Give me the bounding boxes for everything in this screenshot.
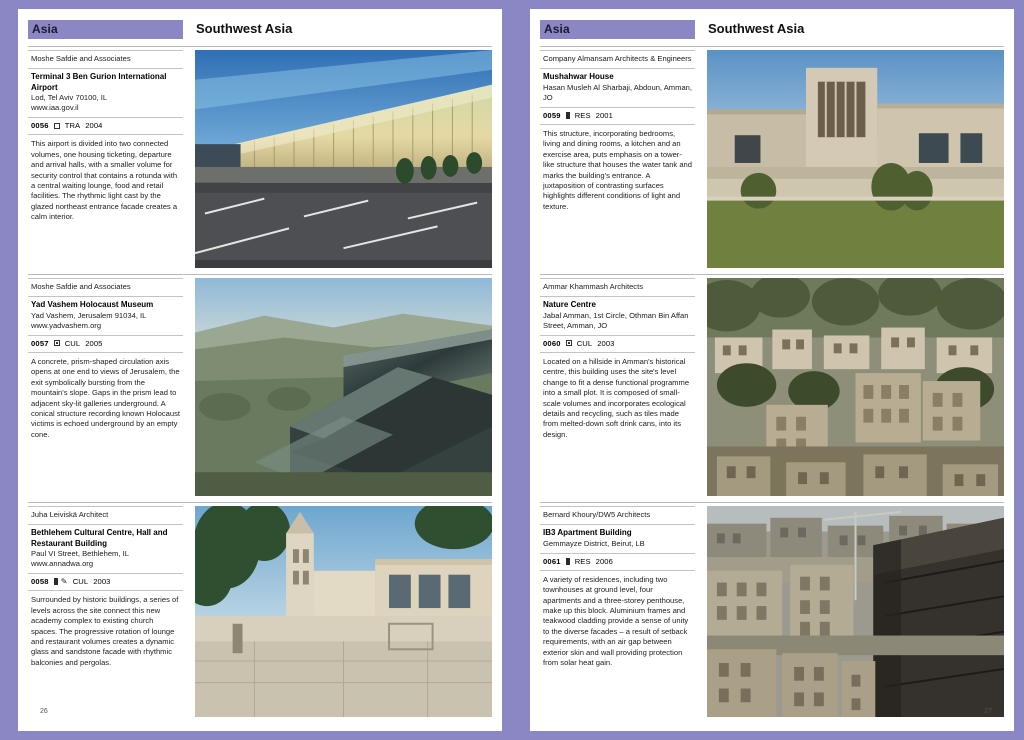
project-block [540, 297, 695, 336]
catalogue-number: 0059 [543, 110, 561, 120]
catalogue-number: 0060 [543, 338, 561, 348]
project-title: IB3 Apartment Building [543, 528, 632, 537]
project-title: Terminal 3 Ben Gurion International Airport [31, 72, 167, 92]
project-photo[interactable] [707, 50, 1004, 268]
square-check-icon [566, 340, 572, 346]
right-page-header [540, 20, 1004, 41]
photo-mushahwar-house [707, 50, 1004, 268]
photo-nature-centre [707, 278, 1004, 496]
project-description: Surrounded by historic buildings, a series of levels across the site connect this new academy complex to existing church spaces. The progressive rotation of lounge and restaurant volumes creates a dynamic glass and sandstone facade with rhythmic balconies and pergolas. [28, 590, 183, 672]
entry-text-block [540, 50, 695, 268]
icon-group [566, 112, 570, 119]
architect-block [28, 50, 183, 69]
photo-yad-vashem [195, 278, 492, 496]
project-address: Hasan Musleh Al Sharbaji, Abdoun, Amman, JO [543, 82, 693, 102]
right-page [530, 9, 1014, 731]
year-label: 2003 [93, 577, 111, 587]
code-row [28, 574, 183, 590]
icon-group [566, 340, 572, 346]
category-code: RES [574, 556, 591, 566]
project-description: Located on a hillside in Amman's historical centre, this building uses the site's level change to fit a dense functional programme into a small plot. It is composed of small-scale volumes and incorporates ecological details and recycling, such as tiles made from melted-down soft drink cans, into its design. [540, 352, 695, 444]
code-row [28, 336, 183, 352]
architect-block [540, 278, 695, 297]
page-number-right: 27 [984, 708, 992, 715]
icon-group [54, 340, 60, 346]
year-label: 2004 [85, 121, 103, 131]
project-website[interactable]: www.iaa.gov.il [31, 103, 79, 113]
region-label-right: Asia [540, 20, 695, 39]
project-title: Mushahwar House [543, 72, 614, 81]
entry-0061[interactable] [540, 502, 1004, 717]
project-title: Bethlehem Cultural Centre, Hall and Restaurant Building [31, 528, 168, 548]
entry-text-block [28, 278, 183, 496]
subregion-title-right: Southwest Asia [708, 21, 805, 36]
entry-text-block [540, 278, 695, 496]
year-label: 2005 [85, 338, 103, 348]
architect-name: Company Almansam Architects & Engineers [543, 54, 692, 63]
bar-icon [566, 558, 570, 565]
architect-name: Juha Leiviskä Architect [31, 510, 109, 519]
category-code: CUL [72, 577, 89, 587]
category-code: RES [574, 110, 591, 120]
entry-0057[interactable] [28, 274, 492, 496]
architect-name: Moshe Safdie and Associates [31, 282, 131, 291]
photo-airport-terminal [195, 50, 492, 268]
entry-0058[interactable] [28, 502, 492, 717]
project-photo[interactable] [707, 506, 1004, 717]
left-page-header [28, 20, 492, 41]
catalogue-number: 0058 [31, 577, 49, 587]
architect-block [540, 506, 695, 525]
square-icon [54, 123, 60, 129]
subregion-title-left: Southwest Asia [196, 21, 293, 36]
project-address: Gemmayze District, Beirut, LB [543, 538, 645, 548]
project-photo[interactable] [707, 278, 1004, 496]
photo-bethlehem-centre [195, 506, 492, 717]
entry-text-block [28, 50, 183, 268]
code-row [540, 336, 695, 352]
project-address: Yad Vashem, Jerusalem 91034, IL [31, 310, 147, 320]
entry-0056[interactable] [28, 46, 492, 268]
page-number-left: 26 [40, 708, 48, 715]
pen-icon: ✎ [60, 577, 68, 587]
project-title: Yad Vashem Holocaust Museum [31, 300, 154, 309]
entry-text-block [540, 506, 695, 717]
entry-0060[interactable] [540, 274, 1004, 496]
entry-text-block [28, 506, 183, 717]
architect-block [28, 506, 183, 525]
architect-name: Bernard Khoury/DW5 Architects [543, 510, 651, 519]
catalogue-number: 0056 [31, 121, 49, 131]
category-code: TRA [64, 121, 81, 131]
code-row [540, 108, 695, 124]
project-description: This structure, incorporating bedrooms, living and dining rooms, a kitchen and an exercise area, puts emphasis on a tower-like structure that houses the water tank and marks the building's entrance. A juxtaposition of contrasting surfaces highlights different conditions of light and texture. [540, 124, 695, 216]
year-label: 2003 [597, 338, 615, 348]
project-website[interactable]: www.annadwa.org [31, 559, 94, 569]
project-website[interactable]: www.yadvashem.org [31, 320, 102, 330]
icon-group [54, 578, 68, 585]
project-address: Paul VI Street, Bethlehem, IL [31, 549, 129, 558]
square-check-icon [54, 340, 60, 346]
bar-icon [566, 112, 570, 119]
project-description: A concrete, prism-shaped circulation axis opens at one end to views of Jerusalem, the exit symbolically bursting from the mountain's slope. Gaps in the prism lead to adjacent sky-lit galleries underground. A conical structure recording known Holocaust victims is echoed underground by an empty cone. [28, 352, 183, 444]
architect-block [28, 278, 183, 297]
project-block [28, 297, 183, 336]
project-block [28, 525, 183, 574]
architect-name: Ammar Khammash Architects [543, 282, 644, 291]
icon-group [54, 123, 60, 129]
project-photo[interactable] [195, 50, 492, 268]
project-description: This airport is divided into two connected volumes, one housing ticketing, departure and arrival halls, with a smaller volume for security control that contains a rotunda with a central waiting lounge, food and retail facilities. The rhythmic light cast by the glazed northeast entrance facade creates a calm interior. [28, 134, 183, 226]
catalogue-number: 0061 [543, 556, 561, 566]
year-label: 2001 [595, 110, 613, 120]
project-photo[interactable] [195, 506, 492, 717]
icon-group [566, 558, 570, 565]
left-page [18, 9, 502, 731]
entry-0059[interactable] [540, 46, 1004, 268]
code-row [28, 118, 183, 134]
catalogue-number: 0057 [31, 338, 49, 348]
project-description: A variety of residences, including two townhouses at ground level, four apartments and a three-storey penthouse, make up this block. Aluminium frames and teakwood cladding provide a sense of unity to the diverse facades – a result of setback requirements, with an air gap between exterior skin and wall providing protection from solar heat gain. [540, 570, 695, 673]
region-label-left: Asia [28, 20, 183, 39]
code-row [540, 554, 695, 570]
project-address: Jabal Amman, 1st Circle, Othman Bin Affan Street, Amman, JO [543, 310, 689, 330]
project-block [540, 525, 695, 554]
category-code: CUL [64, 338, 81, 348]
project-address: Lod, Tel Aviv 70100, IL [31, 93, 108, 102]
project-block [28, 69, 183, 118]
architect-name: Moshe Safdie and Associates [31, 54, 131, 63]
project-block [540, 69, 695, 108]
project-photo[interactable] [195, 278, 492, 496]
category-code: CUL [576, 338, 593, 348]
photo-ib3-apartment [707, 506, 1004, 717]
architect-block [540, 50, 695, 69]
year-label: 2006 [595, 556, 613, 566]
project-title: Nature Centre [543, 300, 596, 309]
bar-icon [54, 578, 58, 585]
